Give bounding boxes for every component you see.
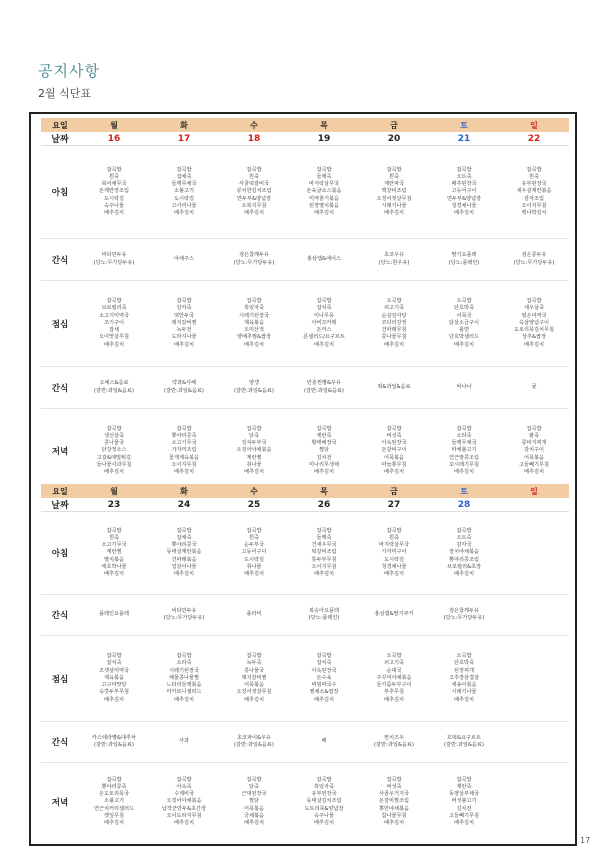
weekday-header-row [41,118,569,132]
date-cell: 25 [247,499,261,510]
menu-cell: 잡곡밥 뽕야리콩죽 소고기무국 가자미조림 꽃게계육볶음 오이지무침 배추김치 [168,425,200,475]
weekday-sat: 토 [460,120,468,130]
menu-cell: 잡곡밥 잡채죽 뽕야리콩국 동태살계란볶음 건파래볶음 얼갈이나물 배추김치 [166,527,202,577]
menu-cell [499,512,569,594]
dinner-label: 저녁 [51,798,69,808]
date-cell: 24 [177,499,191,510]
menu-cell: 찐치즈우 (갈반:과일&음료) [374,734,414,748]
menu-cell: 검은콩두유 (당노:무가당두유) [513,252,555,266]
menu-cell: 검은참깨두유 (당노:무가당두유) [443,607,485,621]
menu-cell: 잡곡밥 흰죽 사골떡갈비국 꽁치한김치조림 연두부&양념장 오복지무침 배추김치 [236,166,272,216]
weekday-tue: 화 [180,486,188,496]
menu-cell: 안흥찐빵&우유 (갈반:과일&음료) [304,380,344,394]
snack1-row [41,595,569,636]
menu-cell: 잡곡밥 들깨죽 건새우무국 떡갈비조림 톳두부무침 오이지무침 배추김치 [311,527,337,577]
menu-cell: 비타민두유 (당노:무가당두유) [163,607,205,621]
menu-cell: 호떡&요구르트 (갈반:과일&음료) [444,734,484,748]
menu-cell: 잡곡밥 흰죽 소고기무국 계란찜 멸치볶음 애호박나물 배추김치 [101,527,127,577]
snack2-label: 간식 [51,738,69,748]
menu-cell [499,763,569,841]
weekday-sat: 토 [460,486,468,496]
breakfast-row [41,146,569,239]
date-cell: 22 [527,133,541,144]
menu-cell: 약과&식혜 (갈반:과일&음료) [164,380,204,394]
date-cell: 18 [247,133,261,144]
page-number: 17 [580,836,591,845]
date-cell: 16 [107,133,121,144]
weekday-thu: 목 [320,120,328,130]
menu-cell: 초코파이&우유 (갈반:과일&음료) [234,734,274,748]
dinner-label: 저녁 [51,447,69,457]
week-1-table [41,118,569,493]
menu-cell: 잡곡밥 오트죽 배추된장국 고등어구이 연두부&양념장 청경채나물 배추김치 [446,166,482,216]
menu-cell: 카스테라빵&대추차 (갈반:과일&음료) [91,734,137,748]
weekday-wed: 수 [250,120,258,130]
breakfast-label: 아침 [51,549,69,559]
snack2-row [41,722,569,763]
menu-cell: 오예스&음료 (갈반:과일&음료) [94,380,134,394]
weekday-mon: 월 [110,486,118,496]
date-cell: 27 [387,499,401,510]
date-row [41,498,569,512]
menu-cell: 잡곡밥 흰죽 순두부국 고등어구이 도시락김 취나물 배추김치 [241,527,267,577]
weekday-sun: 일 [530,120,538,130]
menu-cell: 잡곡밥 브로컬리죽 소고기미역국 조기구이 잡채 오이맛살무침 배추김치 [98,298,130,348]
weekday-thu: 목 [320,486,328,496]
snack2-label: 간식 [51,383,69,394]
menu-cell [499,722,569,762]
menu-cell: 잡곡밥 닭죽 근대된장국 찜닭 어묵볶음 궁채볶음 배추김치 [241,776,267,826]
lunch-row [41,281,569,367]
menu-cell: 배 [321,738,327,745]
date-cell: 20 [387,133,401,144]
menu-cell: 검은참깨두유 (당노:무가당두유) [233,252,275,266]
menu-cell: 잡곡밥 뽕야리콩죽 온도토리묵국 소불고기 연근치커리샐러드 깻잎무침 배추김치 [93,776,135,826]
lunch-row [41,636,569,722]
menu-cell: 잡곡밥 흑임자죽 시래기된장국 제육볶음 오미산적 양배추찜&쌈장 배추김치 [236,298,272,348]
menu-cell: 잡곡밥 버섯죽 사골우거지국 돈갈비찜조림 뽕만야채볶음 참나물무침 배추김치 [378,776,410,826]
menu-cell: 오곡밥 쇠고기죽 순대국 주꾸미야채볶음 들기름두부구이 부추무침 배추김치 [376,653,412,703]
day-label: 요일 [52,486,68,496]
snack1-row [41,239,569,281]
menu-cell: 잡곡밥 잡치죽 아욱된장국 돈수육 비빔막국수 찜채소&쌈장 배추김치 [309,653,339,703]
menu-cell: 잡곡밥 흰죽 유부된장국 새우살계란볶음 감자조림 오이지무침 백나박김치 [516,166,552,216]
menu-cell: 잡곡밥 새우살죽 평온미역국 옥살양념구이 도토리묵김치무침 상추&쌈장 배추김치 [513,298,555,348]
dinner-row [41,409,569,493]
menu-cell: 잡곡밥 잡치죽 미나무동 아비꼬카레 돈까스 콘샐러드/요구르트 배추김치 [303,298,345,348]
menu-cell: 귤 [531,383,537,390]
menu-frame [29,112,577,846]
menu-cell: 잡곡밥 감자죽 떡만두국 돼지갈비찜 녹두전 도라지나물 배추김치 [171,298,197,348]
menu-cell: 잡곡밥 팥죽 콩비지찌개 갈치구이 어묵볶음 고들빼기무침 배추김치 [518,425,550,475]
menu-cell: 잡곡밥 잡채죽 들깨무채국 소불고기 도시락김 고사리나물 배추김치 [171,166,197,216]
page-subtitle: 2월 식단표 [38,87,91,100]
menu-cell: 잡곡밥 소라죽 시래기된장국 해물콩나물찜 느타리들깨볶음 마카로니샐러드 배추김치 [166,653,202,703]
menu-cell [499,595,569,635]
weekday-fri: 금 [390,486,398,496]
lunch-label: 점심 [51,674,69,685]
breakfast-label: 아침 [51,188,69,198]
menu-cell: 딸기요플레 (당노:플레인) [448,252,480,266]
day-label: 요일 [52,120,68,130]
menu-cell: 잡곡밥 들깨죽 바지락살무국 돈육굴소스볶음 미역줄기볶음 된장멸치볶음 배추김치 [306,166,342,216]
weekday-fri: 금 [390,120,398,130]
snack2-row [41,367,569,409]
menu-cell: 잡곡밥 흰죽 북어채무국 돈계란장조림 도시락김 숙주나물 배추김치 [98,166,130,216]
menu-cell: 오곡밥 쇠고기죽 순살감자탕 코다리강정 건파래무침 콩나물무침 배추김치 [381,298,407,348]
menu-cell: 플라비 [246,611,262,618]
date-cell: 17 [177,133,191,144]
weekday-wed: 수 [250,486,258,496]
menu-cell: 플레인요플레 [98,611,130,618]
weekday-mon: 월 [110,120,118,130]
weekday-header-row [41,484,569,498]
menu-cell: 복숭아요플레 (당노:플레인) [308,607,340,621]
menu-cell: 오곡밥 단호박죽 어묵국 닭살소금구이 롤면 단호박샐러드 배추김치 [448,298,480,348]
date-row [41,132,569,146]
menu-cell: 홍삼캡&에이스 [306,255,342,262]
lunch-label: 점심 [51,319,69,330]
date-cell: 26 [317,499,331,510]
breakfast-row [41,512,569,595]
menu-cell: 잡곡밥 잡치죽 조갯살미역국 제육볶음 고구마맛탕 숙갓두부무침 배추김치 [98,653,130,703]
date-cell [499,498,569,511]
snack1-label: 간식 [51,255,69,266]
menu-cell: 잡곡밥 오트죽 감자국 장치야채볶음 뽕야리콩조림 브로컬리&초장 배추김치 [446,527,482,577]
menu-cell: 잡곡밥 흰죽 바지락살무국 가자미구이 도시락김 청경채나물 배추김치 [378,527,410,577]
dinner-row [41,763,569,841]
date-label: 날짜 [51,501,69,511]
menu-cell: 사과 [178,738,190,745]
menu-cell: 야채주스 [173,255,195,262]
date-cell: 19 [317,133,331,144]
page-title: 공지사항 [38,62,100,80]
date-label: 날짜 [51,135,69,145]
menu-cell: 잡곡밥 흑임자죽 유부된장국 동태살김치조림 도토리묵&양념장 숙주나물 배추김치 [304,776,344,826]
menu-cell: 잡곡밥 생선살죽 콩나물국 닭강정소스 고갈&메밀튀김 들나물사과무침 배추김치 [96,425,132,475]
menu-cell: 잡곡밥 계란죽 동양살부채국 버섯불고기 김치전 고들빼기무침 배추김치 [448,776,480,826]
menu-cell: 바나나 [456,383,472,390]
week-2-table [41,484,569,841]
weekday-tue: 화 [180,120,188,130]
menu-cell [499,636,569,721]
menu-cell: 잡곡밥 녹두죽 콩나물국 돼지갈비찜 어묵볶음 오징어젓갈무침 배추김치 [236,653,272,703]
date-cell: 21 [457,133,471,144]
weekday-sun: 일 [530,486,538,496]
menu-cell: 잡곡밥 닭죽 김치두부국 오징어야채볶음 계란찜 취나물 배추김치 [236,425,272,475]
date-cell: 23 [107,499,121,510]
menu-cell: 초코우유 (당노:흰우유) [378,252,410,266]
menu-cell: 잡곡밥 아욱죽 수제비국 오징어야채볶음 납작군만두&초간장 오이도라지무침 배추김치 [161,776,207,826]
menu-cell: 비타민두유 (당노:무가당두유) [93,252,135,266]
snack1-label: 간식 [51,611,69,621]
menu-cell: 오곡밥 단호박죽 된장찌개 고추장삼겹살 새송이볶음 시래기나물 배추김치 [448,653,480,703]
menu-cell: 잡곡밥 소라죽 들깨무채국 파채불고기 연근땅콩조림 꼬시래기무침 배추김치 [448,425,480,475]
menu-cell: 떡&과일&음료 [377,383,411,390]
menu-cell: 잡곡밥 계란죽 황태해장국 찜닭 김치전 미나리무생채 배추김치 [308,425,340,475]
menu-cell: 잡곡밥 흰죽 계란파국 맥갈비조림 오징어젓갈무침 시래기나물 배추김치 [376,166,412,216]
menu-cell: 잡곡밥 버섯죽 아욱된장국 돈갈비구이 어묵볶음 마늘쫑무침 배추김치 [381,425,407,475]
menu-cell: 홍삼캡&딸기쿠키 [374,611,414,618]
date-cell: 28 [457,499,471,510]
menu-cell: 양갱 (갈반:과일&음료) [234,380,274,394]
